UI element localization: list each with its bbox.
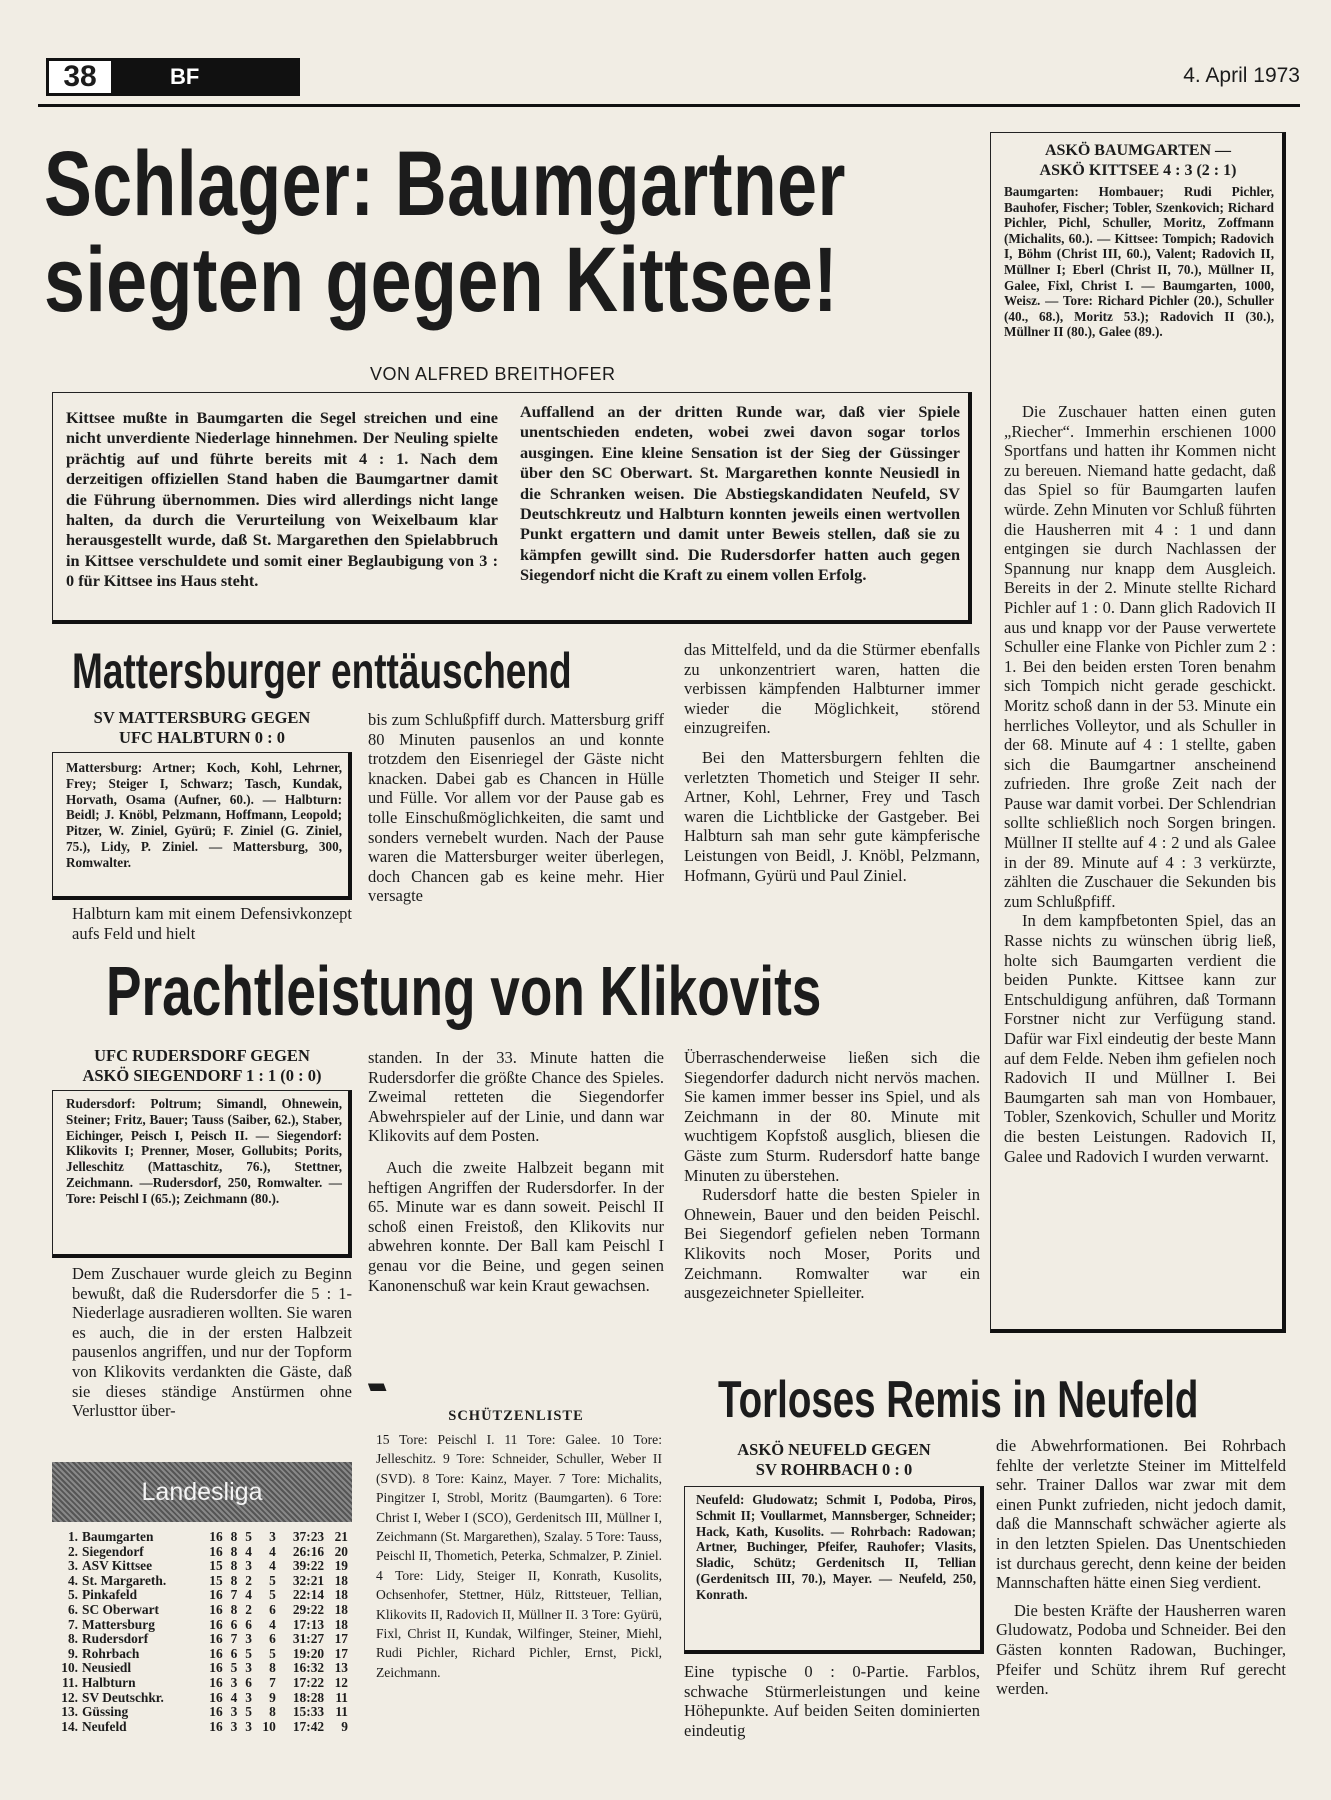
table-cell-points: 18 (334, 1587, 348, 1603)
table-cell-wins: 8 (230, 1529, 238, 1544)
table-cell-draws: 2 (245, 1572, 252, 1588)
table-cell-goals: 39:22 (292, 1558, 325, 1574)
rudersdorf-col3 (684, 1048, 980, 1303)
table-cell-wins: 8 (230, 1543, 238, 1559)
table-cell-team: Rohrbach (82, 1645, 140, 1661)
neufeld-lineup: Neufeld: Gludowatz; Schmit I, Podoba, Piros, Schmit II; Voullarmet, Mannsberger, Schneider; Hack, Kath, Kusolits. — Rohrbach: Radowan; Artner, Buchinger, Pfeifer, Rauhofer; Vlasits, Sladic, Schütz; Gerdenitsch II, Tellian (Gerdenitsch III, 70.), Mayer. — Neufeld, 250, Konrath. (696, 1492, 976, 1602)
mattersburg-lineup: Mattersburg: Artner; Koch, Kohl, Lehrner, Frey; Steiger I, Schwarz; Tasch, Kundak, Horvath, Osama (Aufner, 60.). — Halbturn: Beidl; J. Knöbl, Pelzmann, Hoffmann, Leopold; Pitzer, W. Ziniel, Gyürü; F. Ziniel (G. Ziniel, 75.), Lidy, P. Ziniel. — Mattersburg, 300, Romwalter. (66, 760, 342, 870)
table-cell-losses: 5 (269, 1572, 276, 1588)
table-cell-points: 20 (334, 1543, 348, 1559)
table-cell-goals: 17:22 (292, 1674, 325, 1690)
table-cell-goals: 37:23 (292, 1529, 325, 1544)
table-cell-losses: 9 (269, 1689, 276, 1705)
mattersburg-col3 (684, 640, 980, 885)
table-cell-points: 11 (335, 1689, 348, 1705)
table-cell-team: SC Oberwart (82, 1601, 159, 1617)
mattersburg-col3-p2: Bei den Mattersburgern fehlten die verletzten Thometich und Steiger II sehr. Artner, Kohl, Lehrner, Frey und Tasch waren die Lichtblicke der Gastgeber. Bei Halbturn sah man sehr gute kämpferische Leistungen von Beidl, J. Knöbl, Pelzmann, Hofmann, Gyürü und Paul Ziniel. (684, 747, 980, 885)
table-cell-losses: 8 (269, 1660, 276, 1676)
table-cell-losses: 10 (262, 1718, 276, 1734)
table-cell-team: ASV Kittsee (82, 1558, 153, 1574)
table-cell-draws: 5 (245, 1529, 252, 1544)
table-cell-draws: 6 (245, 1674, 252, 1690)
rudersdorf-headline: Prachtleistung von Klikovits (106, 952, 822, 1030)
table-cell-goals: 26:16 (292, 1543, 325, 1559)
schuetzen-title: SCHÜTZENLISTE (448, 1408, 584, 1424)
sidebar-title-line1: ASKÖ BAUMGARTEN — (1044, 142, 1232, 159)
table-cell-games: 16 (209, 1660, 223, 1676)
table-cell-wins: 6 (230, 1645, 238, 1661)
table-row (56, 1647, 352, 1662)
table-cell-draws: 4 (245, 1587, 252, 1603)
table-cell-points: 9 (341, 1718, 348, 1734)
table-cell-rank: 3. (67, 1558, 78, 1574)
main-headline-line2: siegten gegen Kittsee! (44, 229, 839, 331)
rudersdorf-subtitle-2: ASKÖ SIEGENDORF 1 : 1 (0 : 0) (82, 1066, 322, 1085)
mattersburg-headline: Mattersburger enttäuschend (72, 643, 572, 699)
table-cell-points: 17 (334, 1645, 348, 1661)
table-cell-points: 19 (334, 1558, 348, 1574)
table-cell-draws: 3 (245, 1718, 252, 1734)
table-cell-rank: 10. (61, 1660, 78, 1676)
sidebar-paragraph-2: In dem kampfbetonten Spiel, das an Rasse nichts zu wünschen übrig ließ, holte sich Baumgarten verdient die beiden Punkte. Kittsee kann zur Entschuldigung anführen, daß Tormann Forstner nicht zur Verfügung stand. Dafür war Fixl eindeutig der beste Mann auf dem Felde. Neben ihm gefielen noch Radovich II und Müllner I. Bei Baumgarten sah man von Hombauer, Tobler, Szenkovich, Schuller und Moritz die besten Leistungen. Radovich II, Galee und Radovich I wurden verwarnt. (1004, 911, 1276, 1166)
table-cell-games: 15 (209, 1572, 223, 1588)
table-cell-games: 16 (209, 1543, 223, 1559)
table-cell-rank: 9. (67, 1645, 78, 1661)
landesliga-title: Landesliga (141, 1478, 263, 1506)
page-number: 38 (63, 60, 97, 93)
table-cell-draws: 5 (245, 1645, 252, 1661)
table-cell-rank: 11. (62, 1674, 78, 1690)
rudersdorf-subtitle-1: UFC RUDERSDORF GEGEN (94, 1046, 310, 1065)
table-cell-rank: 14. (61, 1718, 78, 1734)
table-cell-losses: 6 (269, 1601, 276, 1617)
table-cell-goals: 19:20 (292, 1645, 325, 1661)
table-cell-wins: 3 (230, 1674, 238, 1690)
table-cell-games: 16 (209, 1616, 223, 1632)
table-cell-wins: 7 (230, 1631, 238, 1647)
table-row (56, 1676, 352, 1691)
table-row (56, 1661, 352, 1676)
table-cell-losses: 4 (269, 1558, 276, 1574)
table-cell-losses: 5 (269, 1587, 276, 1603)
sidebar-paragraph-1: Die Zuschauer hatten einen guten „Riecher“. Immerhin erschienen 1000 Sportfans und hatten ihr Kommen nicht zu bereuen. Niemand hatte gedacht, daß das Spiel so für Baumgarten laufen würde. Zehn Minuten vor Schluß führten die Hausherren mit 4 : 1 und dann entgingen sie durch Nachlassen der Spannung nur knapp dem Ausgleich. Bereits in der 2. Minute stellte Richard Pichler auf 1 : 0. Dann glich Radovich II aus und knapp vor der Pause verwertete Schuller eine Flanke von Pichler zum 2 : 1. Bei den beiden ersten Toren benahm sich Tompich nicht gerade geschickt. Moritz schoß dann in der 53. Minute ein herrliches Volleytor, und als Schuller in der 68. Minute auf 4 : 1 stellte, gaben sich die Baumgartner anscheinend zufrieden. Ihre große Zeit nach der Pause war damit vorbei. Der Schlendrian sollte schließlich noch Sorgen bringen. Müllner II stellte auf 4 : 2 und als Galee in der 89. Minute auf 4 : 3 verkürzte, zählten die Zuschauer die Sekunden bis zum Schlußpfiff. (1004, 402, 1276, 911)
table-cell-rank: 12. (61, 1689, 78, 1705)
table-cell-draws: 3 (245, 1660, 252, 1676)
lead-text-col2: Auffallend an der dritten Runde war, daß vier Spiele unentschieden endeten, wobei zwei davon sogar torlos ausgingen. Eine kleine Sensation ist der Sieg der Güssinger über den SC Oberwart. St. Margarethen konnte Neusiedl in die Schranken weisen. Die Abstiegskandidaten Neufeld, SV Deutschkreutz und Halbturn konnten jeweils einen wertvollen Punkt ergattern und damit unter Beweis stellen, daß sie zu kämpfen gewillt sind. Die Rudersdorfer hatten auch gegen Siegendorf nicht die Kraft zu einem vollen Erfolg. (520, 402, 960, 585)
table-cell-wins: 6 (230, 1616, 238, 1632)
table-cell-rank: 1. (67, 1529, 78, 1544)
table-cell-points: 18 (334, 1572, 348, 1588)
table-cell-games: 16 (209, 1601, 223, 1617)
table-cell-wins: 3 (230, 1718, 238, 1734)
table-cell-goals: 16:32 (292, 1660, 325, 1676)
table-cell-rank: 13. (61, 1704, 78, 1720)
table-cell-goals: 17:42 (292, 1718, 325, 1734)
table-cell-draws: 2 (245, 1601, 252, 1617)
table-cell-team: Rudersdorf (82, 1631, 149, 1647)
lead-text-col1: Kittsee mußte in Baumgarten die Segel streichen und eine nicht unverdiente Niederlage hinnehmen. Der Neuling spielte prächtig auf und führte bereits mit 4 : 1. Nach dem derzeitigen offiziellen Stand haben die Baumgartner damit die Führung übernommen. Dies wird allerdings nicht lange halten, da durch die Verurteilung von Weixelbaum klar herausgestellt wurde, daß St. Margarethen den Spielabbruch in Kittsee verschuldete und somit einer Beglaubigung von 3 : 0 für Kittsee ins Haus steht. (66, 408, 498, 591)
table-cell-points: 18 (334, 1616, 348, 1632)
rudersdorf-col3-p1: Überraschenderweise ließen sich die Siegendorfer dadurch nicht nervös machen. Sie kamen immer besser ins Spiel, und als Zeichmann in der 80. Minute mit wuchtigem Kopfstoß ausglich, bliesen die Gäste zum Sturm. Rudersdorf hatte bange Minuten zu überstehen. (684, 1048, 980, 1185)
table-cell-losses: 6 (269, 1631, 276, 1647)
table-row (56, 1574, 352, 1589)
sidebar-title-line2: ASKÖ KITTSEE 4 : 3 (2 : 1) (1039, 162, 1237, 179)
mattersburg-col2: bis zum Schlußpfiff durch. Mattersburg griff 80 Minuten pausenlos an und konnte trotzdem den Eisenriegel der Gäste nicht knacken. Dabei gab es Chancen in Hülle und Fülle. Vor allem vor der Pause gab es tolle Einschußmöglichkeiten, die samt und sonders vernebelt wurden. Nach der Pause waren die Mattersburger weiter überlegen, doch Chancen gab es keine mehr. Hier versagte (368, 710, 664, 906)
table-cell-goals: 22:14 (292, 1587, 325, 1603)
neufeld-subtitle-1: ASKÖ NEUFELD GEGEN (737, 1440, 931, 1459)
table-cell-rank: 2. (67, 1543, 78, 1559)
rudersdorf-col2 (368, 1048, 664, 1295)
table-cell-wins: 4 (230, 1689, 238, 1705)
table-cell-rank: 7. (67, 1616, 78, 1632)
table-cell-losses: 5 (269, 1645, 276, 1661)
table-cell-losses: 3 (269, 1529, 276, 1544)
table-cell-games: 16 (209, 1587, 223, 1603)
table-cell-games: 15 (209, 1558, 223, 1574)
table-cell-goals: 17:13 (292, 1616, 325, 1632)
table-cell-team: St. Margareth. (82, 1572, 167, 1588)
header-rule (38, 104, 1300, 107)
table-cell-wins: 8 (230, 1572, 238, 1588)
table-cell-draws: 3 (245, 1558, 252, 1574)
neufeld-col1: Eine typische 0 : 0-Partie. Farblos, schwache Stürmerleistungen und keine Höhepunkte. Auf beiden Seiten dominierten eindeutig (684, 1662, 980, 1740)
table-cell-goals: 29:22 (292, 1601, 325, 1617)
table-row (56, 1618, 352, 1633)
sidebar-lineup: Baumgarten: Hombauer; Rudi Pichler, Bauhofer, Fischer; Tobler, Szenkovich; Richard Pichler, Pichl, Schuller, Moritz, Zoffmann (Michalits, 60.). — Kittsee: Tompich; Radovich I, Böhm (Christ III, 60.), Valent; Radovich II, Müllner I; Eberl (Christ II, 70.), Müllner II, Galee, Fixl, Christ I. — Baumgarten, 1000, Weisz. — Tore: Richard Pichler (20.), Schuller (40., 68.), Moritz 53.); Radovich II (30.), Müllner II (80.), Galee (89.). (1004, 184, 1274, 340)
table-cell-goals: 32:21 (292, 1572, 325, 1588)
table-cell-team: Pinkafeld (82, 1587, 138, 1603)
neufeld-col2-p1: die Abwehrformationen. Bei Rohrbach fehlte der verletzte Steiner im Mittelfeld sehr. Trainer Dallos war zwar mit dem einen Punkt zufrieden, nicht jedoch damit, daß die Mannschaft schwächer agierte als in den letzten Spielen. Das Unentschieden ist durchaus gerecht, denn keine der beiden Mannschaften hätte einen Sieg verdient. (996, 1436, 1286, 1593)
table-cell-team: Neusiedl (82, 1660, 132, 1676)
table-cell-team: Baumgarten (82, 1529, 154, 1544)
table-cell-goals: 18:28 (292, 1689, 325, 1705)
table-cell-wins: 8 (230, 1558, 238, 1574)
mattersburg-subtitle-1: SV MATTERSBURG GEGEN (93, 708, 311, 727)
table-cell-games: 16 (209, 1529, 223, 1544)
table-cell-team: Neufeld (82, 1718, 127, 1734)
page-header (38, 48, 1300, 108)
table-cell-rank: 5. (67, 1587, 78, 1603)
byline: VON ALFRED BREITHOFER (370, 364, 616, 384)
table-cell-team: Halbturn (82, 1674, 136, 1690)
schuetzen-divider: \\\\\\\\\\\\\\\\\\\\\\\\\\\\\\\\\\\\\\\\\\\\\\ (368, 1380, 384, 1394)
table-cell-wins: 7 (230, 1587, 238, 1603)
page-number-box (46, 58, 114, 96)
neufeld-col2-p2: Die besten Kräfte der Hausherren waren Gludowatz, Podoba und Schneider. Bei den Gästen konnten Radowan, Buchinger, Pfeifer und Schütz ihrem Ruf gerecht werden. (996, 1600, 1286, 1699)
table-row (56, 1632, 352, 1647)
table-cell-games: 16 (209, 1718, 223, 1734)
table-row (56, 1720, 352, 1735)
table-cell-draws: 5 (245, 1704, 252, 1720)
table-cell-losses: 7 (269, 1674, 276, 1690)
table-row (56, 1545, 352, 1560)
mattersburg-col3-p1: das Mittelfeld, und da die Stürmer ebenfalls zu unkonzentriert waren, hatten die verbissen kämpfenden Halbturner immer wieder die Möglichkeit, störend einzugreifen. (684, 640, 980, 738)
table-cell-games: 16 (209, 1645, 223, 1661)
table-cell-points: 12 (334, 1674, 348, 1690)
table-cell-team: Siegendorf (82, 1543, 144, 1559)
landesliga-table-wrap (56, 1530, 352, 1734)
table-cell-goals: 15:33 (292, 1704, 325, 1720)
table-cell-rank: 6. (67, 1601, 78, 1617)
table-cell-wins: 5 (230, 1660, 238, 1676)
rudersdorf-lineup: Rudersdorf: Poltrum; Simandl, Ohnewein, Steiner; Fritz, Bauer; Tauss (Saiber, 62.), Staber, Eichinger, Peisch I, Peisch II. — Siegendorf: Klikovits I; Prenner, Moser, Gollubits; Porits, Jelleschitz (Mattaschitz, 76.), Stettner, Zeichmann. —Rudersdorf, 250, Romwalter. — Tore: Peischl I (65.); Zeichmann (80.). (66, 1096, 342, 1206)
table-cell-wins: 8 (230, 1601, 238, 1617)
table-cell-team: Mattersburg (82, 1616, 155, 1632)
table-cell-team: SV Deutschkr. (82, 1689, 164, 1705)
section-tag-bar (114, 58, 300, 96)
schuetzen-text: 15 Tore: Peischl I. 11 Tore: Galee. 10 Tore: Jelleschitz. 9 Tore: Schneider, Schuller, Weber II (SVD). 8 Tore: Kainz, Mayer. 7 Tore: Michalits, Pingitzer I, Strobl, Moritz (Baumgarten). 6 Tore: Christ I, Weber I (SCO), Gerdenitsch III, Müllner I, Zeichmann (St. Margarethen), Szalay. 5 Tore: Tauss, Peischl II, Thometich, Peterka, Schmalzer, P. Ziniel. 4 Tore: Lidy, Steiger II, Konrath, Kusolits, Ochsenhofer, Stettner, Hülz, Rittsteuer, Tellian, Klikovits II, Radovich II, Müllner II. 3 Tore: Gyürü, Fixl, Christ II, Kundak, Wilfinger, Steiner, Miehl, Rudi Pichler, Richard Pichler, Ernst, Pickl, Zeichmann. (376, 1432, 662, 1680)
table-cell-draws: 4 (245, 1543, 252, 1559)
table-cell-games: 16 (209, 1689, 223, 1705)
section-tag: BF (170, 64, 200, 89)
table-cell-rank: 4. (67, 1572, 78, 1588)
landesliga-table (56, 1530, 352, 1734)
neufeld-subtitle-2: SV ROHRBACH 0 : 0 (755, 1460, 913, 1479)
rudersdorf-col2-p1: standen. In der 33. Minute hatten die Rudersdorfer die größte Chance des Spieles. Zweimal retteten die Siegendorfer Abwehrspieler auf der Linie, und dann war Klikovits auf dem Posten. (368, 1048, 664, 1146)
table-cell-draws: 3 (245, 1631, 252, 1647)
issue-date: 4. April 1973 (1183, 64, 1300, 87)
table-row (56, 1559, 352, 1574)
table-cell-points: 21 (334, 1529, 348, 1544)
table-cell-points: 13 (334, 1660, 348, 1676)
table-cell-rank: 8. (67, 1631, 78, 1647)
neufeld-headline: Torloses Remis in Neufeld (718, 1371, 1199, 1429)
rudersdorf-col2-p2: Auch die zweite Halbzeit begann mit heftigen Angriffen der Rudersdorfer. In der 65. Minute war es dann soweit. Peischl II schoß einen Freistoß, den Klikovits nur abwehren konnte. Der Ball kam Peischl I genau vor die Beine, und gegen seinen Kanonenschuß war kein Kraut gewachsen. (368, 1157, 664, 1295)
table-row (56, 1588, 352, 1603)
table-cell-games: 16 (209, 1674, 223, 1690)
table-cell-losses: 8 (269, 1704, 276, 1720)
table-row (56, 1705, 352, 1720)
table-cell-losses: 4 (269, 1616, 276, 1632)
rudersdorf-col1: Dem Zuschauer wurde gleich zu Beginn bewußt, daß die Rudersdorfer die 5 : 1-Niederlage ausradieren wollten. Sie waren es auch, die in der ersten Halbzeit pausenlos angriffen, und nur der Topform von Klikovits verdankten die Gäste, daß sie dieses ständige Anstürmen ohne Verlusttor über- (72, 1264, 352, 1421)
main-headline-line1: Schlager: Baumgartner (44, 133, 846, 235)
table-cell-points: 17 (334, 1631, 348, 1647)
table-row (56, 1691, 352, 1706)
table-cell-points: 11 (335, 1704, 348, 1720)
table-cell-draws: 6 (245, 1616, 252, 1632)
table-row (56, 1603, 352, 1618)
table-cell-team: Güssing (82, 1704, 129, 1720)
table-cell-losses: 4 (269, 1543, 276, 1559)
table-row (56, 1530, 352, 1545)
mattersburg-subtitle-2: UFC HALBTURN 0 : 0 (119, 728, 285, 747)
table-cell-games: 16 (209, 1704, 223, 1720)
table-cell-draws: 3 (245, 1689, 252, 1705)
table-cell-games: 16 (209, 1631, 223, 1647)
sidebar-body (1004, 402, 1276, 1166)
table-cell-goals: 31:27 (292, 1631, 325, 1647)
rudersdorf-col3-p2: Rudersdorf hatte die besten Spieler in Ohnewein, Bauer und den beiden Peischl. Bei Siegendorf gefielen neben Tormann Klikovits noch Moser, Porits und Zeichmann. Romwalter war ein ausgezeichneter Spielleiter. (684, 1185, 980, 1303)
neufeld-col2 (996, 1436, 1286, 1699)
table-cell-points: 18 (334, 1601, 348, 1617)
landesliga-banner (52, 1462, 352, 1522)
mattersburg-col1: Halbturn kam mit einem Defensivkonzept aufs Feld und hielt (72, 904, 352, 943)
table-cell-wins: 3 (230, 1704, 238, 1720)
